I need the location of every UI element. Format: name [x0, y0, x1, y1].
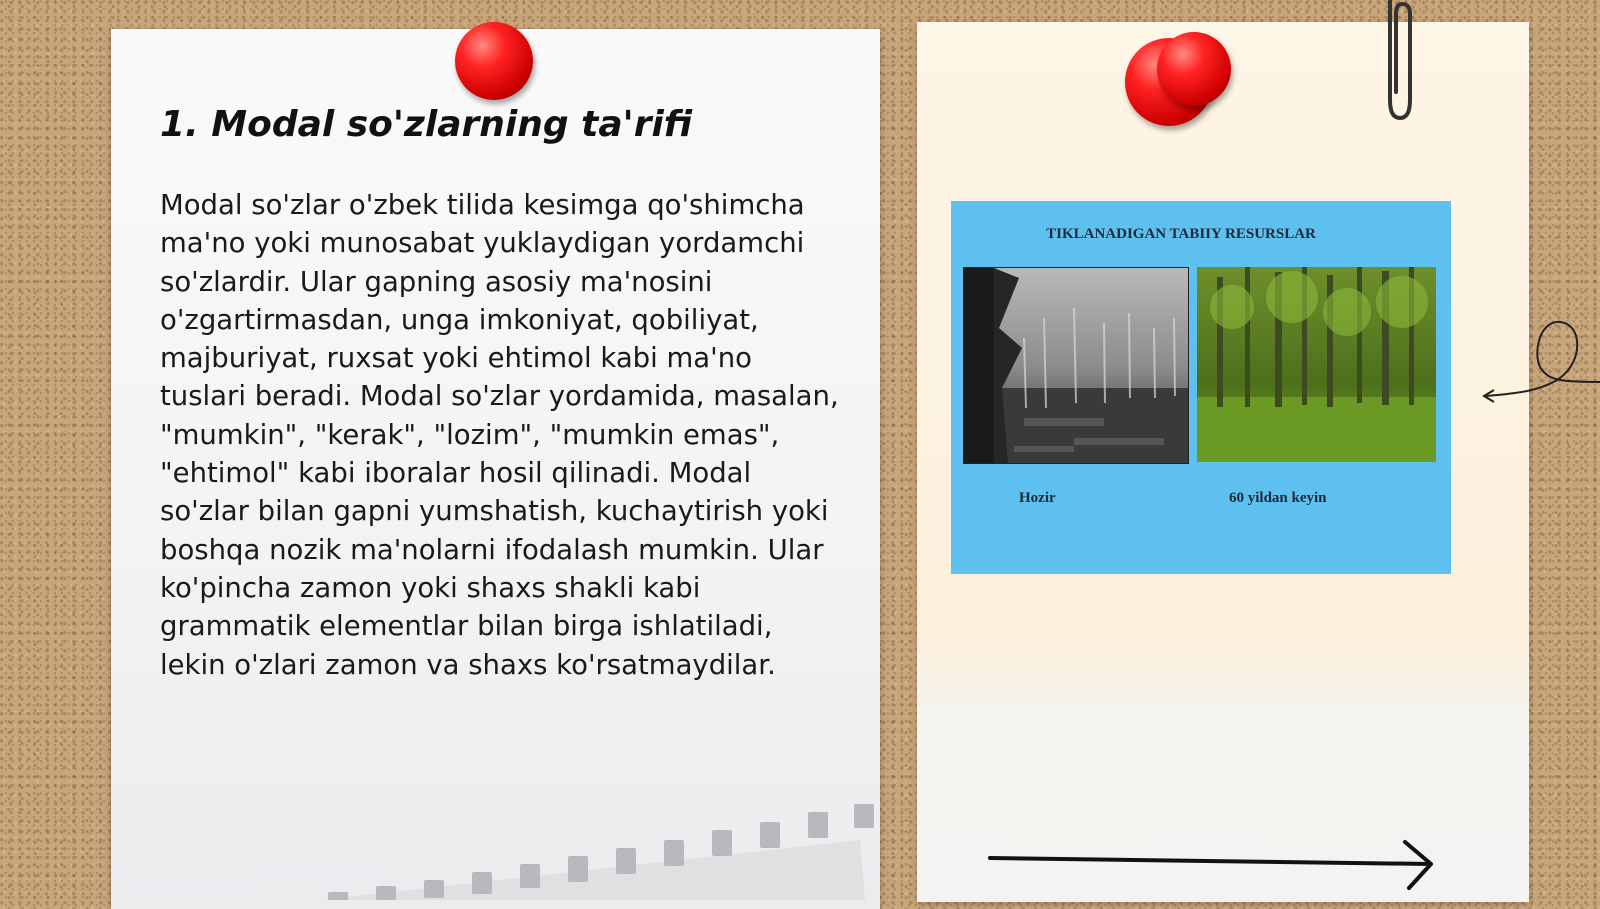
green-forest-photo — [1197, 267, 1436, 462]
caption-now: Hozir — [1019, 490, 1056, 506]
paper-clip-icon — [1378, 0, 1418, 125]
push-pin-icon — [1157, 32, 1231, 106]
arrow-right-icon — [985, 832, 1445, 892]
slide-image-card — [951, 201, 1451, 574]
slide-title: TIKLANADIGAN TABIIY RESURSLAR — [1046, 226, 1316, 242]
deforested-land-photo — [963, 267, 1189, 464]
squiggle-arrow-icon — [1480, 310, 1600, 410]
section-body-text: Modal so'zlar o'zbek tilida kesimga qo'shimcha ma'no yoki munosabat yuklaydigan yordamchi so'zlardir. Ular gapning asosiy ma'nosini o'zgartirmasdan, unga imkoniyat, qobiliyat, majburiyat, ruxsat yoki ehtimol kabi ma'no tuslari beradi. Modal so'zlar yordamida, masalan, "mumkin", "kerak", "lozim", "mumkin emas", "ehtimol" kabi iboralar hosil qilinadi. Modal so'zlar bilan gapni yumshatish, kuchaytirish yoki boshqa nozik ma'nolarni ifodalash mumkin. Ular ko'pincha zamon yoki shaxs shakli kabi grammatik elementlar bilan birga ishlatiladi, lekin o'zlari zamon va shaxs ko'rsatmaydilar. — [160, 189, 839, 681]
push-pin-icon — [455, 22, 533, 100]
torn-edge-decoration — [320, 800, 880, 900]
caption-after-60-years: 60 yildan keyin — [1229, 490, 1327, 506]
section-title: 1. Modal so'zlarning ta'rifi — [160, 104, 693, 145]
